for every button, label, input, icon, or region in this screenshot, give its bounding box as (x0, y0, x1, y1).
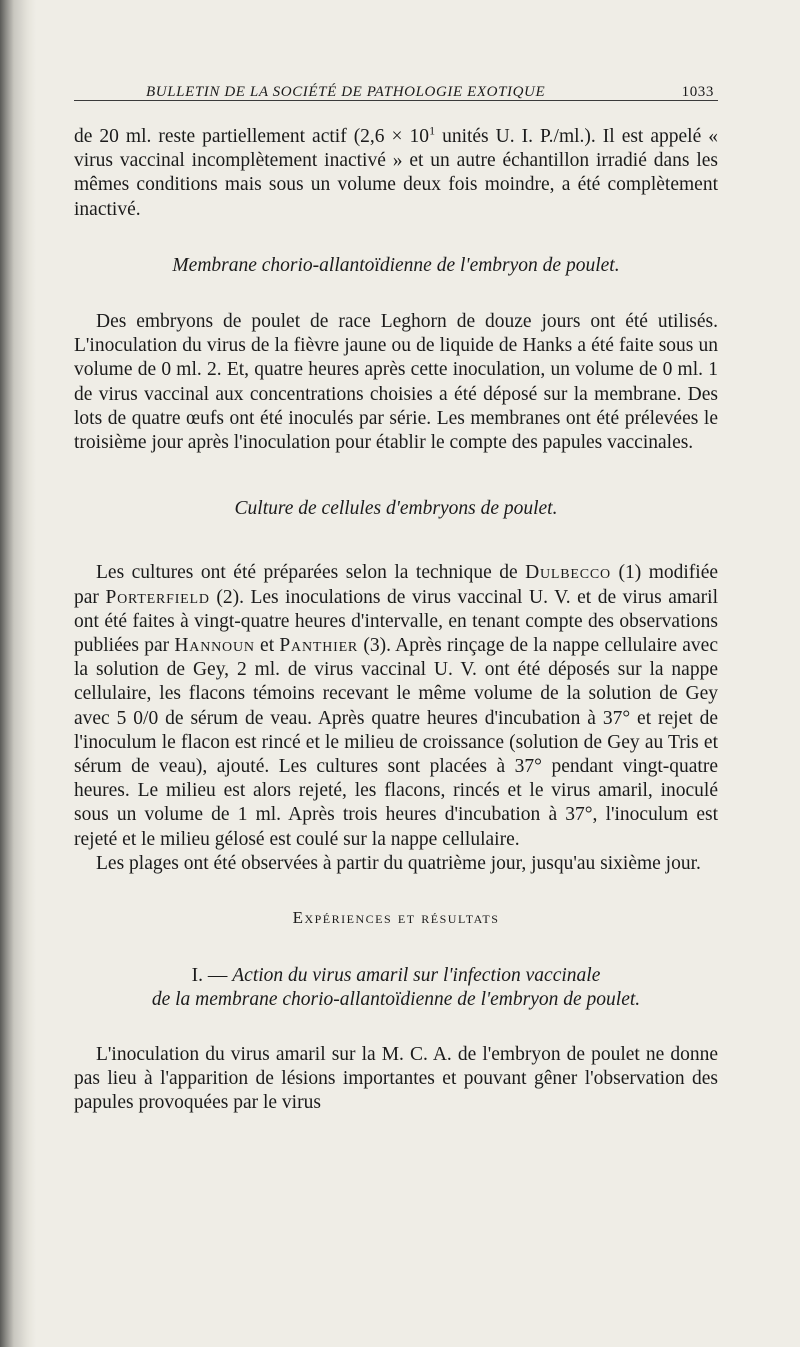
paragraph-2: Des embryons de poulet de race Leghorn de douze jours ont été utilisés. L'inoculation du virus de la fièvre jaune ou de liquide de Hanks a été faite sous un volume de 0 ml. 2. Et, quatre heures après cette inoculation, un volume de 0 ml. 1 de virus vaccinal aux concentrations choisies a été déposé sur la membrane. Des lots de quatre œufs ont été inoculés par série. Les membranes ont été prélevées le troisième jour après l'inoculation pour établir le compte des papules vaccinales. (74, 311, 718, 454)
author-dulbecco: Dulbecco (525, 562, 611, 584)
section-heading-culture: Culture de cellules d'embryons de poulet. (234, 498, 558, 520)
section-heading-experiences: Expériences et résultats (292, 908, 500, 928)
paragraph-1: de 20 ml. reste partiellement actif ($2,6 \times 10^1$ unités U. I. P./ml.). Il est appelé « virus vaccinal incomplètement inactivé » et un autre échantillon irradié dans les mêmes conditions mais sous un volume deux fois moindre, a été complètement inactivé. (74, 123, 718, 220)
paragraph-4: Les plages ont été observées à partir du quatrième jour, jusqu'au sixième jour. (96, 852, 701, 874)
subsection-heading-1 (74, 964, 718, 1012)
paragraph-3: Les cultures ont été préparées selon la technique de Dulbecco (1) modifiée par Porterfield (2). Les inoculations de virus vaccinal U. V. et de virus amaril ont été faites à vingt-quatre heures d'intervalle, en tenant compte des observations publiées par Hannoun et Panthier (3). Après rinçage de la nappe cellulaire avec la solution de Gey, 2 ml. de virus vaccinal U. V. ont été déposés sur la nappe cellulaire, les flacons témoins recevant le même volume de la solution de Gey avec 5 0/0 de sérum de veau. Après quatre heures d'incubation à 37° et rejet de l'inoculum le flacon est rincé et le milieu de croissance (solution de Gey au Tris et sérum de veau), ajouté. Les cultures sont placées à 37° pendant vingt-quatre heures. Le milieu est alors rejeté, les flacons, rincés et le virus amaril, inoculé sous un volume de 1 ml. Après trois heures d'incubation à 37°, l'inoculum est rejeté et le milieu gélosé est coulé sur la nappe cellulaire. (74, 562, 719, 850)
subsection-title-line-2: de la membrane chorio-allantoïdienne de l'embryon de poulet. (151, 989, 641, 1011)
journal-title: BULLETIN DE LA SOCIÉTÉ DE PATHOLOGIE EXOTIQUE (146, 84, 546, 100)
book-spine-shadow (0, 0, 36, 1347)
document-page (74, 74, 718, 1115)
running-header (74, 74, 718, 101)
subsection-title-line-1: Action du virus amaril sur l'infection vaccinale (232, 965, 601, 987)
author-hannoun: Hannoun (174, 635, 255, 657)
author-panthier: Panthier (279, 635, 359, 657)
author-porterfield: Porterfield (105, 586, 210, 608)
superscript: 1 (429, 123, 436, 138)
subsection-number: I. — (191, 965, 233, 987)
page-number: 1033 (681, 84, 714, 100)
section-heading-membrane: Membrane chorio-allantoïdienne de l'embryon de poulet. (172, 254, 620, 276)
paragraph-5: L'inoculation du virus amaril sur la M. C. A. de l'embryon de poulet ne donne pas lieu à l'apparition de lésions importantes et pouvant gêner l'observation des papules provoquées par le virus (74, 1043, 718, 1114)
